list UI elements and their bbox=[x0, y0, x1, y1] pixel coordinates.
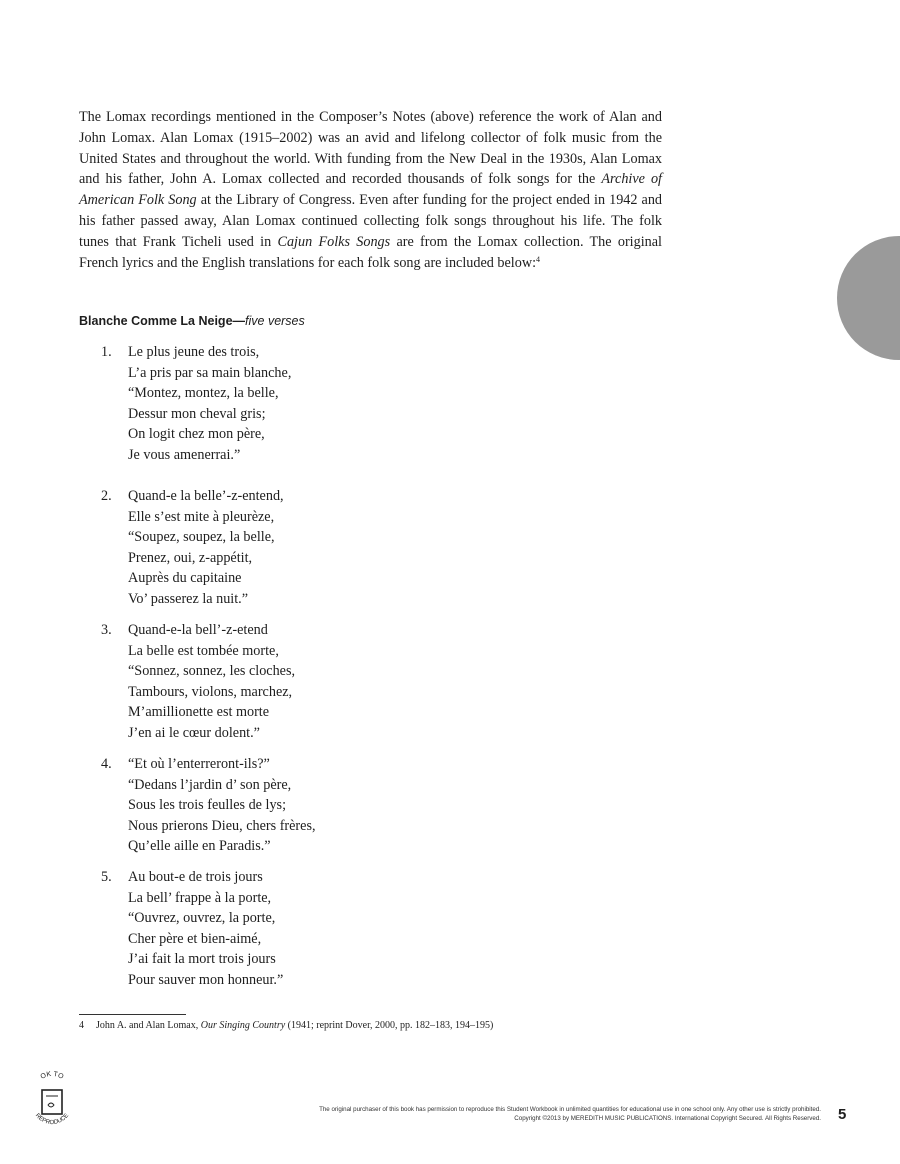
title-dash: — bbox=[232, 314, 246, 328]
verse-line: “Ouvrez, ouvrez, la porte, bbox=[128, 910, 276, 927]
verse-lines bbox=[128, 342, 291, 466]
verse-number: 2. bbox=[101, 488, 112, 504]
verse-line: L’a pris par sa main blanche, bbox=[128, 364, 292, 381]
verse-line: Qu’elle aille en Paradis.” bbox=[128, 838, 271, 855]
badge-top-text: OK TO bbox=[39, 1070, 65, 1081]
verse-line: Quand-e la belle’-z-entend, bbox=[128, 488, 284, 504]
footnote-number: 4 bbox=[79, 1020, 84, 1031]
verse-number: 4. bbox=[101, 756, 112, 772]
verse-line: La belle est tombée morte, bbox=[128, 642, 279, 659]
intro-paragraph bbox=[79, 107, 662, 273]
verse-line: Tambours, violons, marchez, bbox=[128, 683, 293, 700]
copyright-notice bbox=[61, 1105, 821, 1123]
verse-line: La bell’ frappe à la porte, bbox=[128, 889, 272, 906]
verse-line: J’en ai le cœur dolent.” bbox=[128, 724, 260, 741]
verse-line: Nous prierons Dieu, chers frères, bbox=[128, 817, 316, 834]
badge-bottom-text: REPRODUCE bbox=[33, 1112, 71, 1126]
footnote-book-title: Our Singing Country bbox=[200, 1020, 286, 1031]
verse-line: Vo’ passerez la nuit.” bbox=[128, 590, 249, 607]
verse-lines bbox=[128, 867, 283, 991]
song-subtitle: five verses bbox=[245, 314, 305, 328]
verse-line: Elle s’est mite à pleurèze, bbox=[128, 508, 275, 525]
intro-text-3: are from the Lomax collection. The original French lyrics and the English translations for each folk song are included below: bbox=[79, 233, 662, 271]
footnote bbox=[79, 1019, 493, 1033]
verse-lines bbox=[128, 620, 295, 744]
verse-line: “Montez, montez, la belle, bbox=[128, 385, 279, 402]
verse-line: “Dedans l’jardin d’ son père, bbox=[128, 776, 292, 793]
page-number: 5 bbox=[838, 1106, 847, 1123]
verse-line: Dessur mon cheval gris; bbox=[128, 405, 266, 422]
song-title: Blanche Comme La Neige bbox=[79, 314, 233, 328]
footnote-details: (1941; reprint Dover, 2000, pp. 182–183, 194–195) bbox=[285, 1020, 494, 1031]
verse-line: “Sonnez, sonnez, les cloches, bbox=[128, 663, 296, 680]
verse-line: “Soupez, soupez, la belle, bbox=[128, 529, 275, 546]
verse-line: Le plus jeune des trois, bbox=[128, 344, 260, 360]
intro-text-1: The Lomax recordings mentioned in the Composer’s Notes (above) reference the work of Alan and John Lomax. Alan Lomax (1915–2002) was an avid and lifelong collector of folk music from the United States and throughout the world. With funding from the New Deal in the 1930s, Alan Lomax and his father, John A. Lomax collected and recorded thousands of folk songs for the bbox=[79, 109, 662, 188]
verse-line: M’amillionette est morte bbox=[128, 704, 270, 721]
verse-line: Je vous amenerrai.” bbox=[128, 446, 241, 463]
verse-line: Pour sauver mon honneur.” bbox=[128, 971, 284, 988]
section-tab-marker bbox=[837, 236, 900, 360]
verse-line: Prenez, oui, z-appétit, bbox=[128, 549, 253, 566]
intro-text-2: at the Library of Congress. Even after funding for the project ended in 1942 and his father passed away, Alan Lomax continued collecting folk songs throughout his life. The folk tunes that Frank Ticheli used in bbox=[79, 192, 663, 250]
verse-line: Auprès du capitaine bbox=[128, 570, 242, 587]
copier-icon bbox=[42, 1090, 62, 1114]
verse-number: 5. bbox=[101, 869, 112, 885]
verse-line: Quand-e-la bell’-z-etend bbox=[128, 622, 268, 638]
verse-line: On logit chez mon père, bbox=[128, 426, 265, 443]
archive-title: Archive of American Folk Song bbox=[79, 171, 663, 209]
footnote-reference: 4 bbox=[536, 254, 541, 264]
verse-lines bbox=[128, 754, 316, 857]
song-heading bbox=[79, 314, 305, 328]
verse-line: Au bout-e de trois jours bbox=[128, 869, 263, 885]
legal-line-2: Copyright ©2013 by MEREDITH MUSIC PUBLICATIONS. International Copyright Secured. All Rights Reserved. bbox=[514, 1115, 821, 1122]
verse-number: 3. bbox=[101, 622, 112, 638]
verse-line: “Et où l’enterreront-ils?” bbox=[128, 756, 270, 772]
cajun-title: Cajun Folks Songs bbox=[277, 233, 391, 250]
legal-line-1: The original purchaser of this book has permission to reproduce this Student Workbook in unlimited quantities for educational use in one school only. Any other use is strictly prohibited. bbox=[319, 1106, 821, 1113]
footnote-divider bbox=[79, 1014, 186, 1015]
verse-number: 1. bbox=[101, 344, 112, 360]
footnote-authors: John A. and Alan Lomax, bbox=[96, 1020, 201, 1031]
verse-lines bbox=[128, 486, 284, 610]
verse-line: Cher père et bien-aimé, bbox=[128, 930, 262, 947]
verse-line: J’ai fait la mort trois jours bbox=[128, 951, 276, 968]
verse-line: Sous les trois feulles de lys; bbox=[128, 797, 287, 814]
